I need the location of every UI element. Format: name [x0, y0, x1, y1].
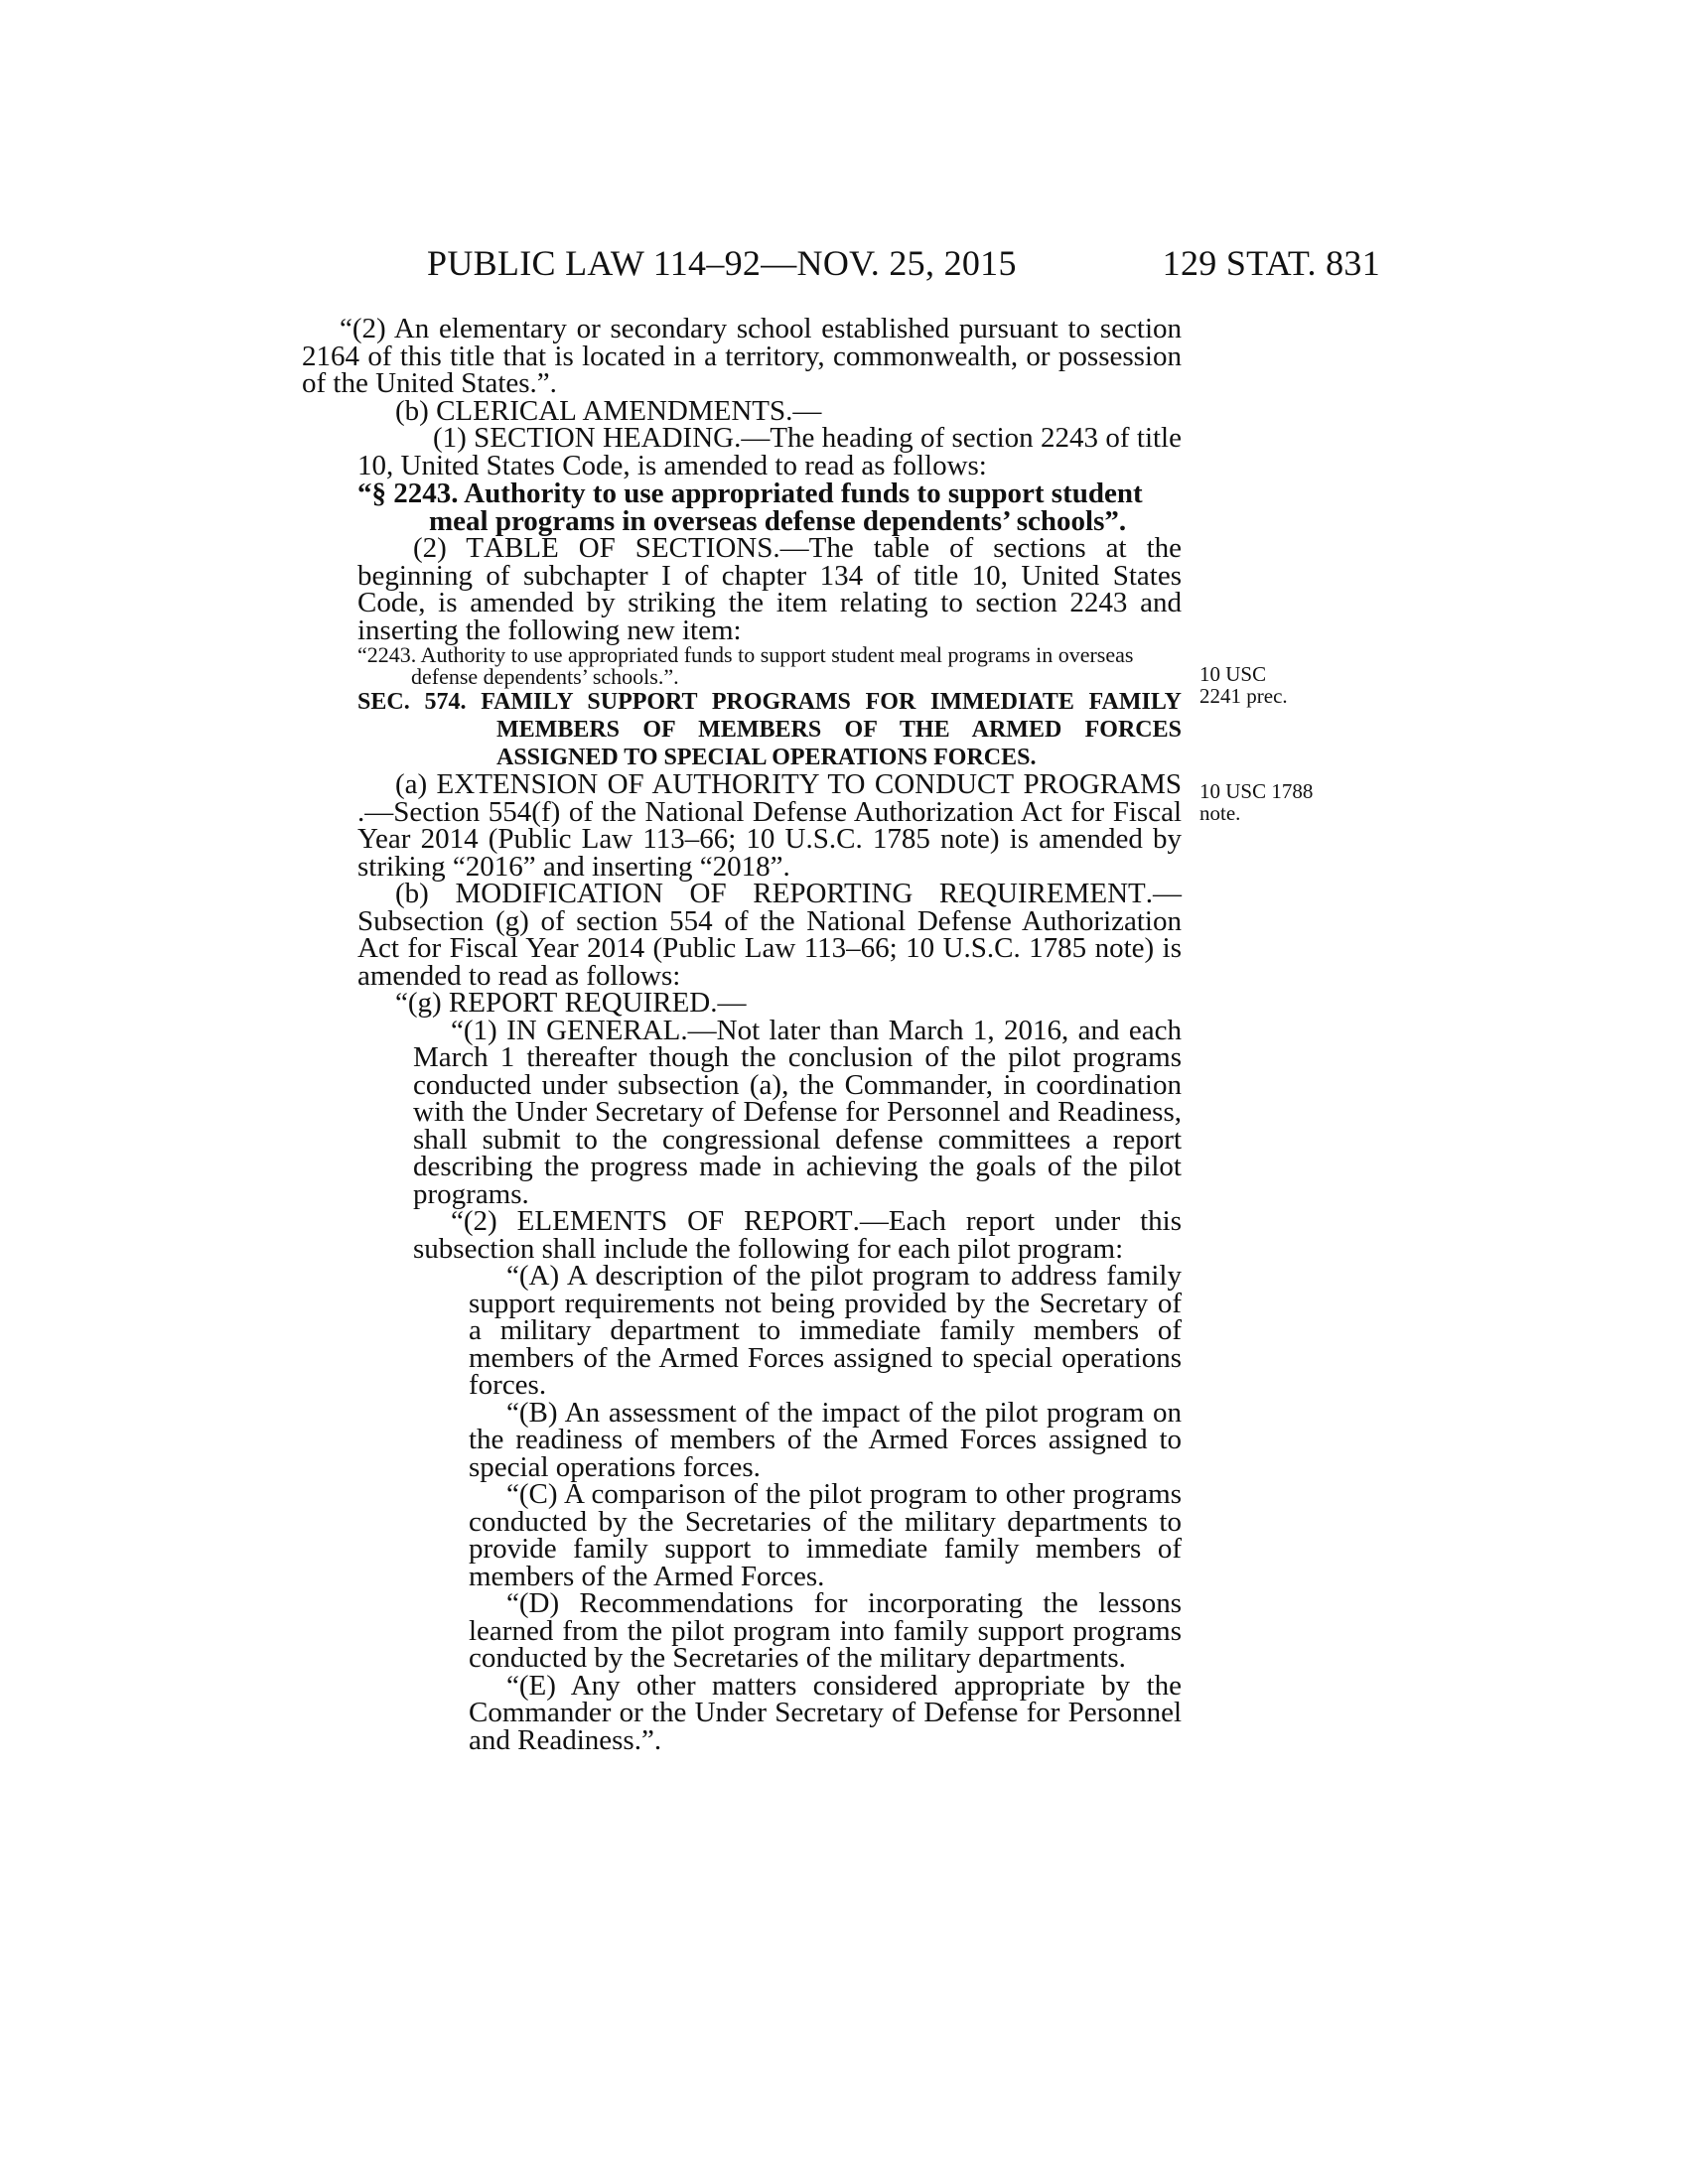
paragraph-text: .—The table of sections at the beginning of subchapter I of chapter 134 of title 10, United States Code, is amended by striking the item relating to section 2243 and inserting the following new item: [357, 532, 1183, 646]
label: “(1) I [451, 1014, 516, 1046]
page-header [427, 242, 1380, 292]
subsection-b-heading [357, 394, 1182, 427]
heading-part: R [557, 987, 584, 1019]
margin-note-line: 10 USC [1199, 662, 1267, 686]
heading-part: MENDMENTS [603, 394, 786, 427]
heading-part: UTHORITY TO [672, 768, 866, 800]
heading-part: EQUIRED [583, 987, 711, 1019]
paragraph-text: .—Subsection (g) of section 554 of the National Defense Authorization Act for Fiscal Year 2014 (Public Law 113–66; 10 U.S.C. 1785 note) is amended to read as follows: [357, 878, 1183, 992]
label: (b) M [395, 878, 482, 909]
element-b: “(B) An assessment of the impact of the pilot program on the readiness of members of the Armed Forces assigned to special operations forces. [469, 1396, 1182, 1483]
label: (2) T [413, 532, 485, 564]
paragraph-2-school [302, 313, 1182, 399]
margin-note-line: 2241 prec. [1199, 684, 1288, 708]
heading-part: C [865, 768, 895, 800]
margin-note-10-usc-1788 [1199, 780, 1338, 824]
heading-part: .— [785, 394, 822, 427]
heading-part: LERICAL [455, 394, 577, 427]
paragraph-g1 [413, 1014, 1182, 1210]
heading-part: R [726, 878, 773, 909]
paragraph-text: “(2) An elementary or secondary school established pursuant to section 2164 of this title that is located in a territory, commonwealth, or possession of the United States.”. [302, 313, 1182, 399]
heading-part: EPORT [468, 987, 558, 1019]
heading-part: LEMENTS OF REPORT [534, 1205, 853, 1237]
paragraph-text: .—The heading of section 2243 of title 10, United States Code, is amended to read as follows: [357, 422, 1182, 481]
margin-note-line: 10 USC 1788 [1199, 779, 1314, 803]
subsection-b-modification [357, 878, 1183, 992]
section-574-heading: SEC. 574. FAMILY SUPPORT PROGRAMS FOR IMMEDIATE FAMILY MEMBERS OF MEMBERS OF THE ARMED FORCES ASSIGNED TO SPECIAL OPERATIONS FORCES. [357, 689, 1182, 770]
table-of-sections-item: “2243. Authority to use appropriated funds to support student meal programs in overseas defense dependents’ schools.”. [357, 642, 1134, 689]
heading-part: A [576, 394, 604, 427]
element-e: “(E) Any other matters considered appropriate by the Commander or the Under Secretary of Defense for Personnel and Readiness.”. [469, 1669, 1182, 1756]
label: (a) E [395, 768, 455, 800]
paragraph-text: .—Section 554(f) of the National Defense Authorization Act for Fiscal Year 2014 (Public Law 113–66; 10 U.S.C. 1785 note) is amended by striking “2016” and inserting “2018”. [357, 795, 1182, 883]
heading-part: R [913, 878, 959, 909]
heading-part: XTENSION OF [454, 768, 644, 800]
heading-part: ONDUCT [894, 768, 1015, 800]
paragraph-2-table-of-sections [357, 532, 1183, 646]
paragraph-text: .—Each report under this subsection shall include the following for each pilot program: [413, 1205, 1183, 1265]
elements-list [413, 1260, 1182, 1756]
element-c: “(C) A comparison of the pilot program to other programs conducted by the Secretaries of the military departments to provide family support to immediate family members of members of the Armed Forces. [469, 1478, 1182, 1592]
heading-part: ROGRAMS [1039, 768, 1183, 800]
heading-part: ABLE OF SECTIONS [484, 532, 774, 564]
label: “(g) R [395, 987, 469, 1019]
label: (b) C [395, 394, 456, 427]
paragraph-text: .—Not later than March 1, 2016, and each March 1 thereafter though the conclusion of the pilot programs conducted under subsection (a), the Commander, in coordination with the Under Secretary of Defense for Personnel and Readiness, shall submit to the congressional defense committees a report describing the progress made in achieving the goals of the pilot programs. [413, 1014, 1182, 1210]
subsection-g-body [357, 1014, 1183, 1756]
heading-part: EQUIREMENT [958, 878, 1146, 909]
subsection-g-heading [357, 987, 1182, 1019]
running-head: PUBLIC LAW 114–92—NOV. 25, 2015 [427, 243, 1017, 283]
statute-citation: 129 STAT. 831 [1162, 243, 1380, 283]
heading-part: ECTION HEADING [490, 422, 735, 454]
element-a: “(A) A description of the pilot program to address family support requirements not being provided by the Secretary of a military department to immediate family members of members of the Armed Forces assigned to special operations forces. [469, 1260, 1182, 1401]
paragraph-g2 [413, 1205, 1183, 1265]
label: (1) S [433, 422, 491, 454]
paragraph-1-section-heading [357, 422, 1182, 481]
heading-part: P [1014, 768, 1040, 800]
element-d: “(D) Recommendations for incorporating the lessons learned from the pilot program into family support programs conducted by the Secretaries of the military departments. [469, 1587, 1182, 1674]
heading-part: .— [710, 987, 747, 1019]
margin-note-line: note. [1199, 801, 1241, 825]
margin-note-10-usc-2241 [1199, 663, 1338, 707]
heading-part: ODIFICATION OF [481, 878, 727, 909]
subsection-a [357, 768, 1183, 883]
heading-part: EPORTING [772, 878, 914, 909]
label: “(2) E [451, 1205, 535, 1237]
heading-part: N GENERAL [515, 1014, 681, 1046]
page-body [302, 313, 1183, 1756]
heading-part: A [643, 768, 673, 800]
section-2243-heading: “§ 2243. Authority to use appropriated funds to support student meal programs in overseas defense dependents’ schools”. [357, 478, 1143, 537]
